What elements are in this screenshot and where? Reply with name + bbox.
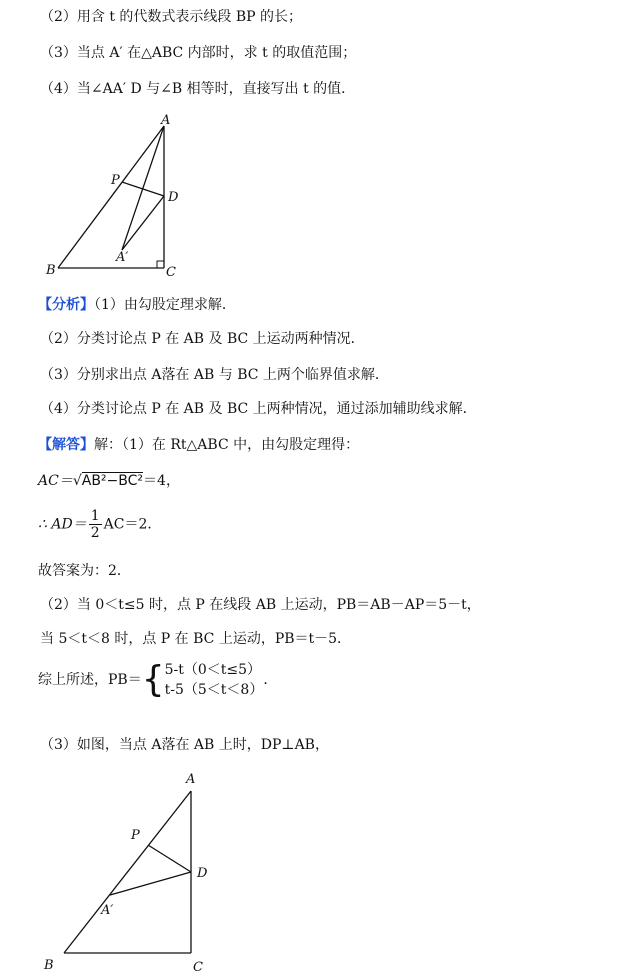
fig1-label-p: P [111,173,120,188]
part2-line-a: （2）当 0＜t≤5 时，点 P 在线段 AB 上运动，PB＝AB－AP＝5－t， [40,597,481,613]
brace-icon: { [141,659,165,700]
fig1-label-a: A [161,113,171,128]
figure-1 [0,0,628,290]
question-3: （3）当点 A′ 在△ABC 内部时，求 t 的取值范围； [40,45,357,61]
fig1-label-d: D [168,190,179,205]
fig2-label-c: C [193,960,203,975]
solution-line-1: 【解答】解：（1）在 Rt△ABC 中，由勾股定理得： [38,437,360,453]
summary-piecewise: 综上所述，PB＝{ 5-t（0＜t≤5） t-5（5＜t＜8） ． [38,659,278,700]
question-4: （4）当∠AA′ D 与∠B 相等时，直接写出 t 的值． [40,81,356,97]
analysis-line-2: （2）分类讨论点 P 在 AB 及 BC 上运动两种情况． [40,331,365,347]
fig2-label-d: D [197,866,208,881]
ad-equation: ∴ AD＝ $\frac{1}{2}$ AC＝2． [38,508,162,541]
answer-line: 故答案为：2． [38,563,131,579]
fraction-half: $\frac{1}{2}$ [90,508,100,541]
part2-line-b: 当 5＜t＜8 时，点 P 在 BC 上运动，PB＝t－5． [40,631,352,647]
fig1-label-c: C [166,265,176,280]
fig2-label-b: B [44,958,54,973]
fig2-label-p: P [131,828,140,843]
solution-tag: 【解答】 [38,437,94,453]
question-2: （2）用含 t 的代数式表示线段 BP 的长； [40,9,303,25]
ac-equation: AC＝√AB²−BC²＝4， [38,473,180,489]
analysis-line-1: 【分析】（1）由勾股定理求解． [38,297,236,313]
fig2-label-a: A [186,772,196,787]
cases: 5-t（0＜t≤5） t-5（5＜t＜8） [164,662,264,698]
analysis-line-4: （4）分类讨论点 P 在 AB 及 BC 上两种情况，通过添加辅助线求解． [40,401,477,417]
figure-2 [0,757,628,977]
analysis-line-3: （3）分别求出点 A落在 AB 与 BC 上两个临界值求解． [40,367,389,383]
sqrt-sign: √ [72,473,82,489]
fig1-label-b: B [46,263,56,278]
fig2-label-a-prime: A′ [101,903,114,918]
fig1-label-a-prime: A′ [116,250,129,265]
part3-line: （3）如图，当点 A落在 AB 上时，DP⊥AB， [40,737,329,753]
analysis-tag: 【分析】 [38,297,94,313]
